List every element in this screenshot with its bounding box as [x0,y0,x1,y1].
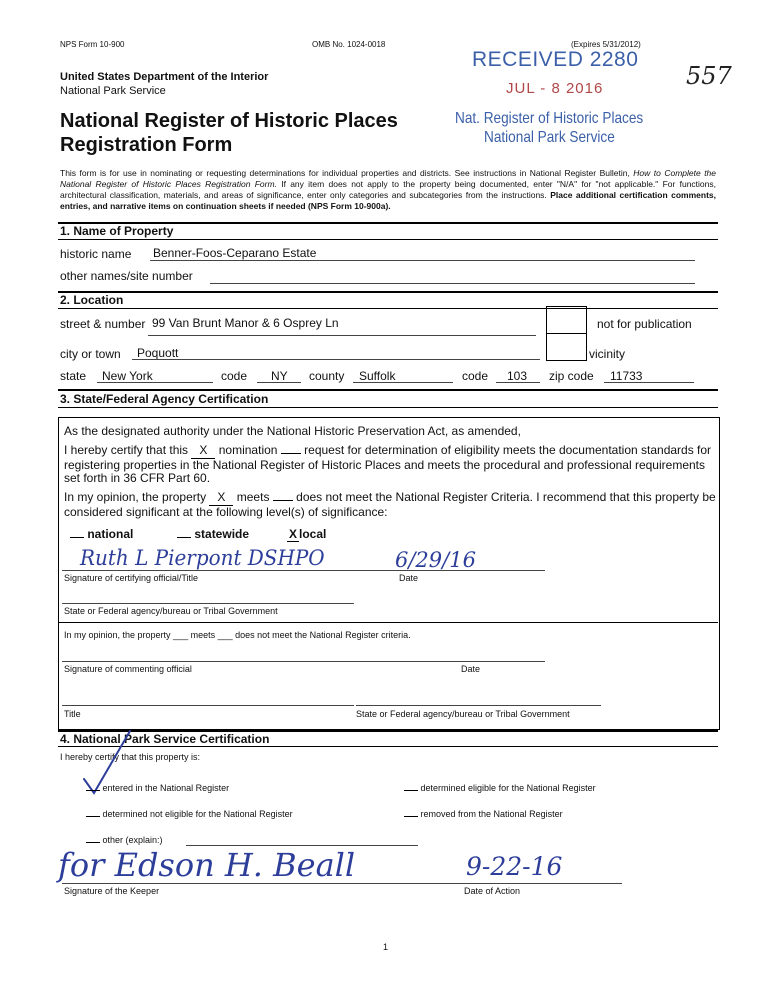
level-statewide[interactable]: statewide [177,527,249,541]
stamp-line2: National Park Service [484,129,615,146]
level-local[interactable]: X local [288,527,327,541]
not-for-publication-label: not for publication [597,317,692,331]
keeper-signature: for Edson H. Beall [58,846,356,884]
certifying-date-label: Date [399,573,419,583]
city-label: city or town [60,347,121,361]
street-label: street & number [60,317,146,331]
handwritten-number: 557 [686,62,732,90]
certifying-date-hand: 6/29/16 [395,548,476,572]
form-title-line2: Registration Form [60,134,233,156]
department: United States Department of the Interior [60,71,269,83]
street-field[interactable]: 99 Van Brunt Manor & 6 Osprey Ln [152,316,339,330]
option-removed[interactable]: removed from the National Register [404,809,563,819]
historic-name-field[interactable]: Benner-Foos-Ceparano Estate [153,246,317,260]
other-names-field[interactable] [212,269,694,282]
received-stamp: RECEIVED 2280 [472,48,639,71]
certify-statement: I hereby certify that this X nomination request for determination of eligibility meets the documentation standards for registering properties in the National Register of Historic Places and meets the procedural and professional requirements set forth in 36 CFR Part 60. [64,443,712,485]
comment-title-label: Title [64,709,81,719]
form-number: NPS Form 10-900 [60,40,125,49]
agency-label: State or Federal agency/bureau or Tribal Government [64,606,278,616]
option-not-eligible[interactable]: determined not eligible for the National Register [86,809,293,819]
county-code-field[interactable]: 103 [507,369,528,383]
service-name: National Park Service [60,85,166,97]
option-other[interactable]: other (explain:) [86,835,163,845]
section3-heading: 3. State/Federal Agency Certification [60,392,269,406]
not-for-publication-checkbox[interactable] [546,306,587,334]
county-label: county [309,369,345,383]
section1-heading: 1. Name of Property [60,224,174,238]
certifying-signature: Ruth L Pierpont DSHPO [80,546,325,570]
zip-label: zip code [549,369,594,383]
section4-heading: 4. National Park Service Certification [60,732,270,746]
zip-field[interactable]: 11733 [610,369,643,383]
option-entered[interactable]: entered in the National Register [86,783,229,793]
form-title-line1: National Register of Historic Places [60,110,398,132]
option-eligible[interactable]: determined eligible for the National Register [404,783,596,793]
received-date: JUL - 8 2016 [506,80,604,97]
county-code-label: code [462,369,489,383]
vicinity-checkbox[interactable] [546,333,587,361]
action-date-label: Date of Action [464,886,521,896]
keeper-signature-label: Signature of the Keeper [64,886,160,896]
state-code-field[interactable]: NY [271,369,288,383]
action-date-hand: 9-22-16 [466,852,563,881]
comment-date-label: Date [461,664,481,674]
omb-number: OMB No. 1024-0018 [312,40,386,49]
intro-paragraph: This form is for use in nominating or requesting determinations for individual properties and districts. See instructions in National Register Bulletin, How to Complete the National Register of Historic Places Registration Form. If any item does not apply to the property being documented, enter "N/A" for "not applicable." For functions, architectural classification, materials, and areas of significance, enter only categories and subcategories from the instructions. Place additional certification comments, entries, and narrative items on continuation sheets if needed (NPS Form 10-900a). [60,168,717,211]
comment-signature-label: Signature of commenting official [64,664,192,674]
other-names-label: other names/site number [60,269,193,283]
nomination-mark[interactable]: X [191,444,215,459]
opinion-statement: In my opinion, the property X meets does not meet the National Register Criteria. I recommend that this property be considered significant at the following level(s) of significance: [64,490,716,519]
vicinity-label: vicinity [589,347,626,361]
authority-statement: As the designated authority under the National Historic Preservation Act, as amended, [64,424,521,438]
comment-opinion: In my opinion, the property ___ meets ___ does not meet the National Register criteria. [64,630,411,640]
expiration: (Expires 5/31/2012) [571,40,641,49]
meets-mark[interactable]: X [209,491,233,506]
comment-agency-label: State or Federal agency/bureau or Tribal Government [356,709,570,719]
state-field[interactable]: New York [102,369,153,383]
level-national[interactable]: national [70,527,133,541]
state-label: state [60,369,87,383]
section2-heading: 2. Location [60,293,124,307]
stamp-line1: Nat. Register of Historic Places [455,110,644,127]
city-field[interactable]: Poquott [137,346,179,360]
county-field[interactable]: Suffolk [359,369,396,383]
page-number: 1 [383,942,389,952]
certifying-signature-label: Signature of certifying official/Title [64,573,199,583]
nps-certify-statement: I hereby certify that this property is: [60,752,201,762]
historic-name-label: historic name [60,247,132,261]
state-code-label: code [221,369,248,383]
